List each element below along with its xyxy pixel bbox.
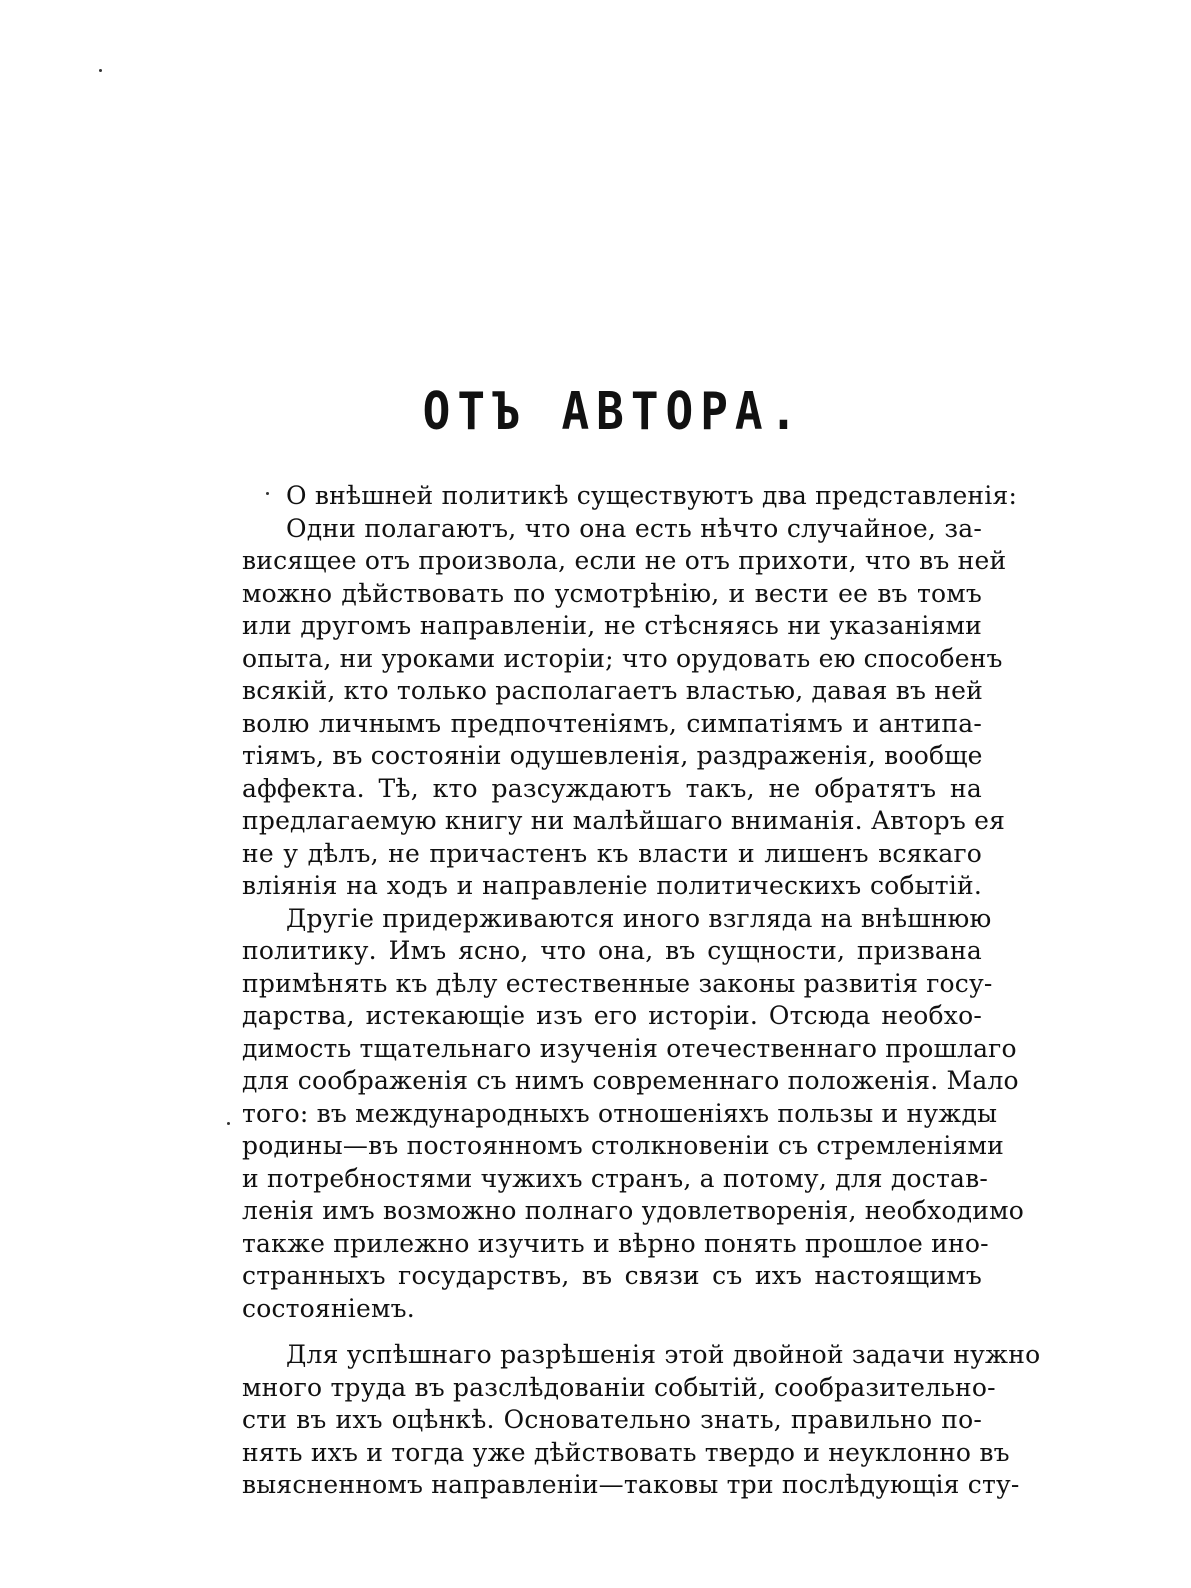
text-line: висящее отъ произвола, если не отъ прихоти, что въ ней: [242, 546, 1007, 575]
text-line: ленія имъ возможно полнаго удовлетворенія, необходимо: [242, 1196, 1025, 1225]
text-line: примѣнять къ дѣлу естественные законы развитія госу-: [242, 968, 993, 998]
page-title: ОТЪ АВТОРА.: [422, 380, 805, 442]
text-line: можно дѣйствовать по усмотрѣнію, и вести ее въ томъ: [242, 578, 982, 608]
text-line: О внѣшней политикѣ существуютъ два представленія:: [286, 481, 1018, 510]
text-line: Другіе придерживаются иного взгляда на внѣшнюю: [286, 903, 992, 933]
text-line: выясненномъ направленіи—таковы три послѣдующія сту-: [242, 1470, 1020, 1499]
text-line: Одни полагаютъ, что она есть нѣчто случайное, за-: [286, 513, 982, 543]
text-line: волю личнымъ предпочтеніямъ, симпатіямъ и антипа-: [242, 708, 982, 738]
text-line: дарства, истекающіе изъ его исторіи. Отсюда необхо-: [242, 1001, 982, 1030]
scan-speck: [99, 69, 102, 72]
text-line: сти въ ихъ оцѣнкѣ. Основательно знать, правильно по-: [242, 1405, 982, 1434]
text-line: политику. Имъ ясно, что она, въ сущности, призвана: [242, 936, 982, 965]
text-line: много труда въ разслѣдованіи событій, сообразительно-: [242, 1372, 996, 1402]
paragraph-gap: [242, 1325, 982, 1339]
text-line: нять ихъ и тогда уже дѣйствовать твердо и неуклонно въ: [242, 1437, 1010, 1467]
text-line: не у дѣлъ, не причастенъ къ власти и лишенъ всякаго: [242, 838, 982, 868]
text-line: для соображенія съ нимъ современнаго положенія. Мало: [242, 1066, 1019, 1095]
scan-speck: [227, 1122, 230, 1125]
text-line: или другомъ направленіи, не стѣсняясь ни указаніями: [242, 611, 982, 640]
text-line: опыта, ни уроками исторіи; что орудовать ею способенъ: [242, 643, 1003, 673]
text-line: тіямъ, въ состояніи одушевленія, раздраженія, вообще: [242, 741, 983, 770]
text-line: странныхъ государствъ, въ связи съ ихъ настоящимъ: [242, 1261, 982, 1290]
text-line: родины—въ постоянномъ столкновеніи съ стремленіями: [242, 1131, 1005, 1160]
text-line: Для успѣшнаго разрѣшенія этой двойной задачи нужно: [286, 1340, 1041, 1369]
text-line: димость тщательнаго изученія отечественнаго прошлаго: [242, 1033, 1017, 1063]
body-text: [242, 480, 1041, 1502]
text-line: и потребностями чужихъ странъ, а потому, для достав-: [242, 1163, 989, 1193]
text-line: того: въ международныхъ отношеніяхъ пользы и нужды: [242, 1098, 998, 1128]
text-line: предлагаемую книгу ни малѣйшаго вниманія. Авторъ ея: [242, 806, 1006, 835]
text-line: вліянія на ходъ и направленіе политическихъ событій.: [242, 871, 982, 900]
text-line: также прилежно изучить и вѣрно понять прошлое ино-: [242, 1228, 989, 1258]
text-line: состояніемъ.: [242, 1293, 415, 1323]
text-line: всякій, кто только располагаетъ властью, давая въ ней: [242, 676, 983, 705]
text-line: аффекта. Тѣ, кто разсуждаютъ такъ, не обратятъ на: [242, 773, 982, 803]
